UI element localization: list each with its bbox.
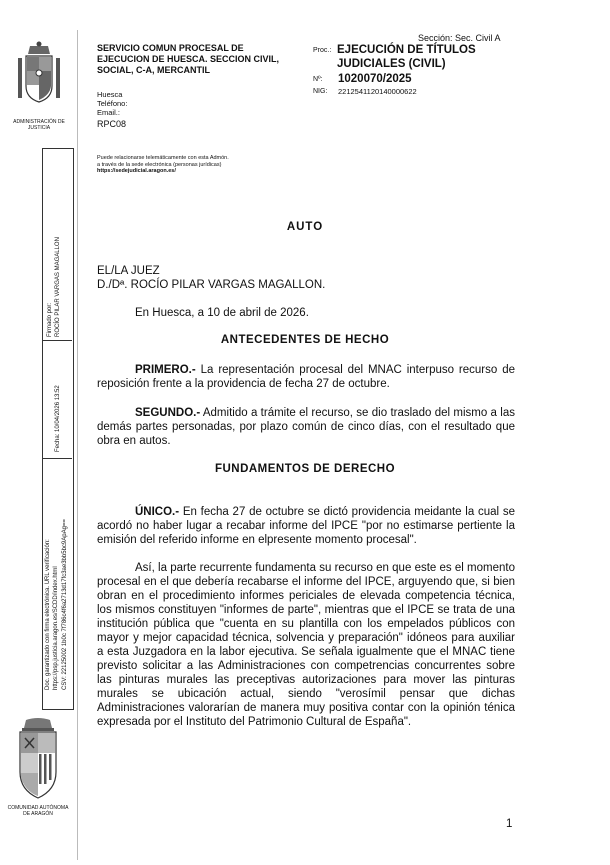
sede-url[interactable]: https://sedejudicial.aragon.es/ (97, 168, 176, 174)
paragraph-primero (97, 363, 515, 391)
segundo-text: Admitido a trámite el recurso, se dio traslado del mismo a las demás partes personadas, por plazo común de cinco días, con el resultado que obra en autos. (97, 407, 515, 447)
firmante-name: ROCÍO PILAR VARGAS MAGALLON (55, 237, 61, 337)
judge-role: EL/LA JUEZ (97, 265, 160, 277)
verification-url[interactable]: https://psp.justicia.aragon.es/SCDD/index.html (53, 566, 59, 690)
panel-divider (42, 458, 72, 459)
nig-value: 2212541120140000622 (338, 87, 417, 96)
crown-shield-icon (14, 40, 64, 112)
contact-city: Huesca (97, 90, 123, 99)
primero-text: La representación procesal del MNAC interpuso recurso de reposición frente a la providencia de fecha 27 de octubre. (97, 364, 515, 390)
paragraph-asi: Así, la parte recurrente fundamenta su recurso en que este es el momento procesal en el que debería recabarse el informe del IPCE, arguyendo que, si bien obran en el procedimiento informes periciales de elevada competencia técnica, los mismos constituyen "informes de parte", mientras que el IPCE se trata de una institución pública que "cuenta en su plantilla con los empelados públicos con mayor y mejor capacidad técnica, solvencia y preparación" idóneos para auxiliar a esta Juzgadora en la labor ejecutiva. Se señala igualmente que el MNAC tiene previsto solicitar a las Administraciones con competrencias concurrentes sobre las pinturas murales las preceptivas autorizaciones para mover las pinturas murales se ubicación actual, siendo "verosímil pensar que dichas Administraciones valorarían de manera muy positiva contar con la opinión ténica expresada por el Instituto del Patrimonio Cultural de España". (97, 562, 515, 728)
unico-text: En fecha 27 de octubre se dictó providencia meidante la cual se acordó no haber lugar a recabar informe del IPCE "por no estimarse pertiente la emisión del referido informe en elpresente momento procesal". (97, 506, 515, 546)
spain-coat-of-arms-logo (14, 40, 64, 131)
paragraph-unico (97, 505, 515, 547)
num-label: Nº: (313, 76, 323, 83)
unico-label: ÚNICO.- (135, 506, 180, 518)
paragraph-segundo (97, 406, 515, 448)
doc-guarantee-line: Doc. garantizado con firma electrónica. URL verificación: (45, 539, 51, 690)
sede-notice (97, 155, 267, 175)
firmado-por-label: Firmado por: (47, 302, 53, 337)
case-number: 1020070/2025 (338, 73, 412, 85)
proc-value: EJECUCIÓN DE TÍTULOS JUDICIALES (CIVIL) (337, 44, 476, 70)
court-name: SERVICIO COMUN PROCESAL DE EJECUCION DE HUESCA. SECCION CIVIL, SOCIAL, C-A, MERCANTIL (97, 43, 280, 75)
contact-email: Email.: (97, 108, 120, 117)
heading-fundamentos: FUNDAMENTOS DE DERECHO (214, 463, 396, 475)
place-date: En Huesca, a 10 de abril de 2026. (135, 307, 309, 319)
contact-phone: Teléfono: (97, 99, 128, 108)
rpc-code: RPC08 (97, 119, 127, 129)
judge-name: D./Dª. ROCÍO PILAR VARGAS MAGALLON. (97, 279, 326, 291)
segundo-label: SEGUNDO.- (135, 407, 201, 419)
seccion-label: Sección: Sec. Civil A (418, 33, 501, 43)
aragon-shield-icon (12, 718, 64, 800)
top-logo-caption: ADMINISTRACIÓN DE JUSTICIA (13, 119, 65, 131)
csv-code: CSV: 22125002 1b0c 7f786c4f6a2713d17fc3ae3bb5bc9ApAg== (62, 519, 68, 690)
margin-rule (77, 30, 78, 860)
proc-label: Proc.: (313, 47, 332, 54)
aragon-coat-of-arms-logo (7, 718, 69, 817)
primero-label: PRIMERO.- (135, 364, 196, 376)
signature-date: Fecha: 10/04/2026 13:52 (55, 385, 61, 452)
document-title: AUTO (286, 221, 324, 233)
heading-antecedentes: ANTECEDENTES DE HECHO (220, 334, 390, 346)
bottom-logo-caption: COMUNIDAD AUTÓNOMA DE ARAGÓN (7, 805, 69, 817)
court-contact (97, 90, 127, 117)
sede-line-2: a través de la sede electrónica (personas jurídicas) (97, 161, 222, 168)
page-number: 1 (506, 818, 513, 830)
sede-line-1: Puede relacionarse telemáticamente con esta Admón. (97, 155, 229, 161)
nig-label: NIG: (313, 88, 328, 95)
judge-block (97, 264, 515, 292)
